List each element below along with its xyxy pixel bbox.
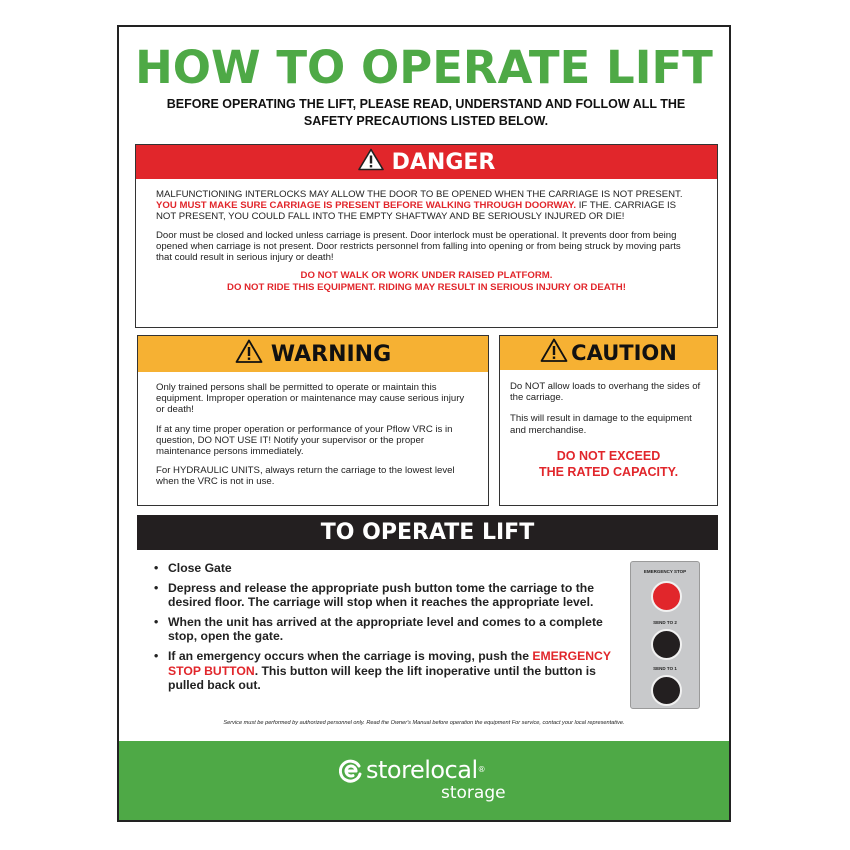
- danger-text-b: IF THE. CARRIAGE IS NOT PRESENT, YOU COULD FALL INTO THE EMPTY SHAFTWAY AND BE SERIOUSLY INJURED OR DIE!: [156, 200, 677, 223]
- push-button-panel: [630, 561, 700, 709]
- storelocal-logo: [339, 755, 519, 811]
- caution-red-line-2: THE RATED CAPACITY.: [538, 464, 679, 479]
- page-subtitle: BEFORE OPERATING THE LIFT, PLEASE READ, UNDERSTAND AND FOLLOW ALL THE SAFETY PRECAUTIONS LISTED BELOW.: [166, 97, 686, 128]
- warning-paragraph-1: Only trained persons shall be permitted to operate or maintain this equipment. Improper operation or maintenance may cause serious injury or death!: [156, 382, 465, 416]
- operate-step-text: Depress and release the appropriate push button tome the carriage to the desired floor. The carriage will stop when it reaches the appropriate level.: [168, 580, 594, 610]
- caution-red-line-1: DO NOT EXCEED: [556, 448, 661, 463]
- footnote: Service must be performed by authorized personnel only. Read the Owner's Manual before operation the equipment For service, contact your local representative.: [223, 720, 625, 726]
- danger-red-line-2: DO NOT RIDE THIS EQUIPMENT. RIDING MAY RESULT IN SERIOUS INJURY OR DEATH!: [227, 282, 626, 294]
- danger-heading: DANGER: [391, 149, 496, 175]
- emergency-stop-label: EMERGENCY STOP: [643, 569, 687, 574]
- danger-text-red: YOU MUST MAKE SURE CARRIAGE IS PRESENT BEFORE WALKING THROUGH DOORWAY.: [156, 200, 577, 212]
- emergency-stop-button: [651, 581, 682, 612]
- operate-step: [153, 615, 611, 644]
- logo-subtext: storage: [441, 783, 506, 803]
- footer-bar: [119, 741, 729, 822]
- bullet: •: [154, 561, 159, 575]
- caution-panel: [499, 335, 718, 506]
- send-to-2-label: SEND TO 2: [653, 620, 677, 625]
- danger-body: [136, 179, 717, 294]
- danger-paragraph-2: Door must be closed and locked unless carriage is present. Door interlock must be operational. It prevents door from being opened when carriage is not present. Door restricts personnel from falling into opening or from being struck by moving parts that could result in serious injury or death!: [156, 229, 681, 264]
- operate-step-text: When the unit has arrived at the appropriate level and comes to a complete stop, open the gate.: [168, 614, 603, 644]
- bullet: •: [154, 580, 159, 595]
- bullet: •: [154, 648, 159, 663]
- danger-header: [136, 145, 717, 179]
- logo-word: storelocal: [366, 756, 478, 784]
- caution-paragraph-2: This will result in damage to the equipment and merchandise.: [510, 413, 692, 436]
- operate-step-text-b: . This button will keep the lift inoperative until the button is pulled back out.: [168, 663, 596, 693]
- caution-header: [500, 336, 717, 370]
- operate-step-text-a: If an emergency occurs when the carriage is moving, push the: [168, 648, 529, 663]
- emergency-stop-text: EMERGENCY STOP BUTTON: [168, 648, 611, 678]
- bullet: •: [154, 614, 159, 629]
- warning-triangle-icon: [235, 339, 263, 370]
- safety-sign: [117, 25, 731, 822]
- warning-triangle-icon: [358, 148, 384, 177]
- storelocal-logo-icon: [339, 759, 363, 788]
- warning-heading: WARNING: [270, 341, 392, 367]
- operate-header: TO OPERATE LIFT: [137, 515, 718, 550]
- logo-trademark: ®: [477, 765, 486, 774]
- operate-step: [153, 581, 611, 610]
- danger-panel: [135, 144, 718, 328]
- operate-steps-list: [153, 561, 611, 698]
- operate-step: [153, 649, 611, 693]
- danger-paragraph-1: [156, 189, 697, 223]
- danger-red-line-1: DO NOT WALK OR WORK UNDER RAISED PLATFORM.: [300, 270, 553, 282]
- send-to-2-button: [651, 629, 682, 660]
- caution-paragraph-1: Do NOT allow loads to overhang the sides of the carriage.: [510, 381, 701, 404]
- caution-heading: CAUTION: [571, 341, 677, 365]
- send-to-1-button: [651, 675, 682, 706]
- operate-step: [153, 561, 611, 576]
- warning-header: [138, 336, 488, 372]
- warning-paragraph-2: If at any time proper operation or performance of your Pflow VRC is in question, DO NOT USE IT! Notify your supervisor or the proper maintenance persons immediately.: [156, 423, 453, 458]
- page-title: HOW TO OPERATE LIFT: [135, 41, 713, 94]
- send-to-1-label: SEND TO 1: [653, 666, 677, 671]
- logo-wordmark: [366, 755, 485, 785]
- warning-panel: [137, 335, 489, 506]
- operate-step-text: Close Gate: [168, 561, 232, 575]
- warning-triangle-icon: [540, 338, 568, 368]
- operate-panel: [137, 515, 718, 717]
- warning-body: [138, 372, 488, 488]
- caution-body: [500, 370, 717, 480]
- danger-text-a: MALFUNCTIONING INTERLOCKS MAY ALLOW THE DOOR TO BE OPENED WHEN THE CARRIAGE IS NOT PRESENT.: [156, 189, 683, 200]
- warning-paragraph-3: For HYDRAULIC UNITS, always return the carriage to the lowest level when the VRC is not in use.: [156, 465, 455, 488]
